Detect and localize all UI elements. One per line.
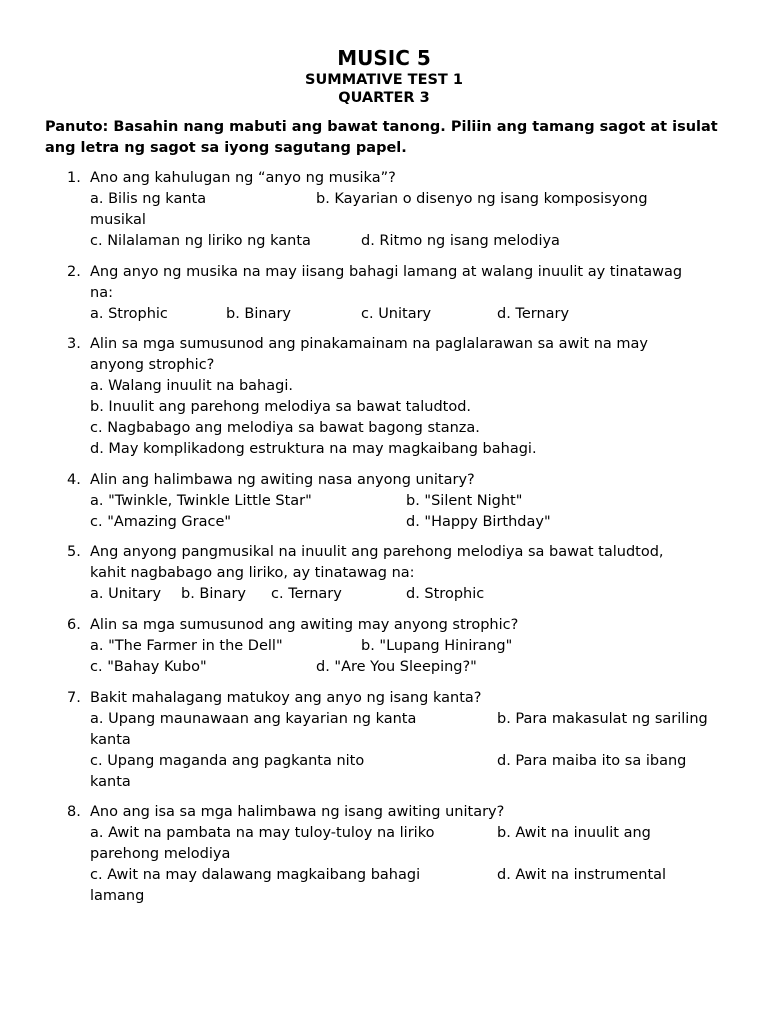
question-number: 7. — [67, 690, 81, 706]
choice-c: c. Upang maganda ang pagkanta nito — [90, 753, 365, 769]
question-text: Ang anyo ng musika na may iisang bahagi lamang at walang inuulit ay tinatawag — [90, 264, 683, 280]
choice-d: d. "Are You Sleeping?" — [316, 659, 477, 675]
question-number: 6. — [67, 617, 81, 633]
question-text: Alin sa mga sumusunod ang pinakamainam na paglalarawan sa awit na may — [90, 336, 648, 352]
choice-d: d. Awit na instrumental — [497, 867, 667, 883]
choice-a: a. Bilis ng kanta — [90, 191, 207, 207]
test-subtitle: SUMMATIVE TEST 1 — [305, 72, 463, 88]
question-number: 2. — [67, 264, 81, 280]
choice-a: a. Awit na pambata na may tuloy-tuloy na liriko — [90, 825, 435, 841]
question-text: Alin ang halimbawa ng awiting nasa anyong unitary? — [90, 472, 475, 488]
instructions: Panuto: Basahin nang mabuti ang bawat tanong. Piliin ang tamang sagot at isulat ang letra ng sagot sa iyong sagutang papel. — [45, 119, 718, 156]
question-number: 8. — [67, 804, 81, 820]
question-number: 3. — [67, 336, 81, 352]
choice-a: a. Strophic — [90, 306, 168, 322]
question-text: Bakit mahalagang matukoy ang anyo ng isang kanta? — [90, 690, 482, 706]
choice-b-continued: parehong melodiya — [90, 846, 231, 862]
choice-b: b. "Silent Night" — [406, 493, 523, 509]
choice-b: b. Inuulit ang parehong melodiya sa bawat taludtod. — [90, 399, 472, 415]
choice-a: a. Upang maunawaan ang kayarian ng kanta — [90, 711, 417, 727]
choice-d: d. Ternary — [497, 306, 570, 322]
choice-c: c. Nagbabago ang melodiya sa bawat bagong stanza. — [90, 420, 480, 436]
choice-a: a. Walang inuulit na bahagi. — [90, 378, 293, 394]
choice-a: a. "The Farmer in the Dell" — [90, 638, 283, 654]
choice-b-continued: musikal — [90, 212, 146, 228]
choice-c: c. "Bahay Kubo" — [90, 659, 207, 675]
choice-d: d. "Happy Birthday" — [406, 514, 551, 530]
choice-c: c. Nilalaman ng liriko ng kanta — [90, 233, 311, 249]
choice-b: b. Binary — [181, 586, 247, 602]
choice-b-continued: kanta — [90, 732, 131, 748]
choice-d: d. Strophic — [406, 586, 485, 602]
choice-c-continued: lamang — [90, 888, 145, 904]
quarter-label: QUARTER 3 — [338, 90, 430, 106]
choice-b: b. Kayarian o disenyo ng isang komposisyong — [316, 191, 648, 207]
choice-b: b. Binary — [226, 306, 292, 322]
question-number: 5. — [67, 544, 81, 560]
choice-a: a. "Twinkle, Twinkle Little Star" — [90, 493, 312, 509]
choice-c: c. Unitary — [361, 306, 432, 322]
question-text: Ano ang kahulugan ng “anyo ng musika”? — [90, 170, 396, 186]
choice-d: d. May komplikadong estruktura na may magkaibang bahagi. — [90, 441, 537, 457]
choice-c: c. "Amazing Grace" — [90, 514, 232, 530]
choice-a: a. Unitary — [90, 586, 162, 602]
choice-b: b. Awit na inuulit ang — [497, 825, 651, 841]
question-text: Ang anyong pangmusikal na inuulit ang parehong melodiya sa bawat taludtod, — [90, 544, 664, 560]
choice-d: d. Para maiba ito sa ibang — [497, 753, 687, 769]
question-number: 1. — [67, 170, 81, 186]
choice-d-continued: kanta — [90, 774, 131, 790]
question-text: Alin sa mga sumusunod ang awiting may anyong strophic? — [90, 617, 519, 633]
choice-b: b. "Lupang Hinirang" — [361, 638, 513, 654]
question-number: 4. — [67, 472, 81, 488]
choice-c: c. Ternary — [271, 586, 342, 602]
question-text: Ano ang isa sa mga halimbawa ng isang awiting unitary? — [90, 804, 505, 820]
page-title: MUSIC 5 — [337, 46, 431, 70]
question-text-continued: anyong strophic? — [90, 357, 215, 373]
choice-d: d. Ritmo ng isang melodiya — [361, 233, 560, 249]
choice-c: c. Awit na may dalawang magkaibang bahagi — [90, 867, 421, 883]
question-text-continued: kahit nagbabago ang liriko, ay tinatawag na: — [90, 565, 415, 581]
question-text-continued: na: — [90, 285, 113, 301]
choice-b: b. Para makasulat ng sariling — [497, 711, 708, 727]
